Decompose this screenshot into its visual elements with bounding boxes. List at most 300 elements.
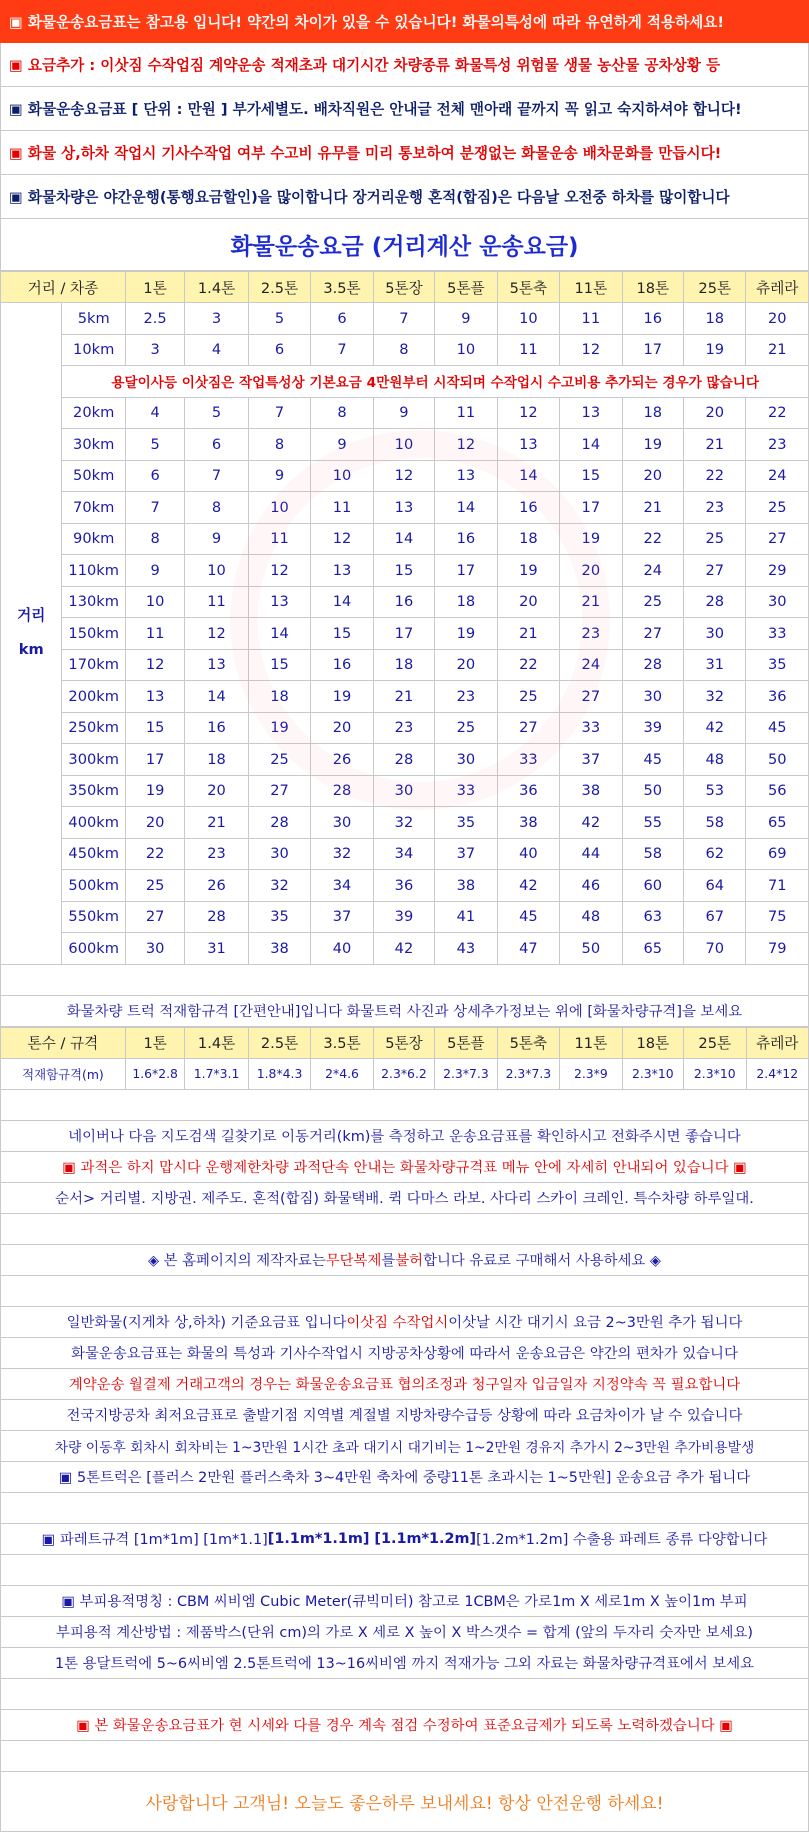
rate-cell: 67 — [684, 901, 746, 933]
rate-cell: 19 — [311, 681, 373, 713]
rate-cell: 14 — [560, 429, 622, 461]
rate-cell: 30 — [684, 618, 746, 650]
vehicle-header: 25톤 — [684, 272, 746, 303]
rate-cell: 21 — [185, 807, 248, 839]
copyright-text: 를 — [381, 1253, 396, 1269]
copyright-highlight: 불허 — [395, 1253, 424, 1269]
spec-intro — [0, 996, 809, 1027]
rate-cell: 17 — [373, 618, 434, 650]
rate-cell: 13 — [125, 681, 184, 713]
footer-greeting — [0, 1772, 809, 1832]
rate-cell: 18 — [185, 744, 248, 776]
rate-cell: 30 — [248, 838, 310, 870]
rate-cell: 28 — [684, 586, 746, 618]
vehicle-header: 2.5톤 — [248, 272, 310, 303]
rate-cell: 53 — [684, 775, 746, 807]
rate-cell: 27 — [560, 681, 622, 713]
vehicle-header: 츄레라 — [746, 1027, 809, 1058]
rate-cell: 7 — [373, 303, 434, 335]
rate-cell: 79 — [746, 933, 809, 965]
distance-cell: 170km — [62, 649, 125, 681]
rate-cell: 15 — [125, 712, 184, 744]
rate-cell: 45 — [746, 712, 809, 744]
spec-cell: 2.3*10 — [684, 1058, 746, 1089]
notice-text: ▣ 화물차량은 야간운행(통행요금할인)을 많이합니다 장거리운행 혼적(합짐)은 다음날 오전중 하차를 많이합니다 — [9, 189, 730, 206]
rate-cell: 13 — [311, 555, 373, 587]
rate-cell: 40 — [311, 933, 373, 965]
rate-cell: 12 — [435, 429, 497, 461]
rate-cell: 23 — [185, 838, 248, 870]
spacer — [0, 1555, 809, 1586]
rate-cell: 32 — [373, 807, 434, 839]
rate-cell: 21 — [684, 429, 746, 461]
rate-cell: 17 — [125, 744, 184, 776]
rate-cell: 35 — [248, 901, 310, 933]
rate-cell: 11 — [435, 397, 497, 429]
rate-cell: 10 — [373, 429, 434, 461]
rate-cell: 33 — [560, 712, 622, 744]
rate-cell: 27 — [125, 901, 184, 933]
cbm-definition — [0, 1586, 809, 1617]
rate-cell: 35 — [746, 649, 809, 681]
rate-cell: 11 — [185, 586, 248, 618]
rate-cell: 27 — [622, 618, 683, 650]
rate-cell: 15 — [311, 618, 373, 650]
rate-cell: 62 — [684, 838, 746, 870]
distance-cell: 300km — [62, 744, 125, 776]
spec-row — [1, 1058, 809, 1089]
copyright-text: 합니다 유료로 구매해서 사용하세요 ◈ — [423, 1253, 661, 1269]
rate-cell: 50 — [746, 744, 809, 776]
pallet-highlight: [1.1m*1.1m] [1.1m*1.2m] — [267, 1530, 477, 1547]
rate-row — [1, 933, 809, 965]
rate-cell: 12 — [125, 649, 184, 681]
vehicle-header: 25톤 — [684, 1027, 746, 1058]
distance-side-label — [1, 303, 62, 965]
rate-cell: 20 — [622, 460, 683, 492]
rate-cell: 30 — [622, 681, 683, 713]
spacer — [0, 965, 809, 996]
vehicle-header: 1톤 — [125, 272, 184, 303]
rate-cell: 25 — [497, 681, 559, 713]
rate-cell: 20 — [497, 586, 559, 618]
rate-cell: 13 — [497, 429, 559, 461]
spacer — [0, 1679, 809, 1710]
rate-cell: 7 — [311, 334, 373, 366]
rate-cell: 14 — [248, 618, 310, 650]
rate-cell: 26 — [311, 744, 373, 776]
rate-cell: 71 — [746, 870, 809, 902]
rate-cell: 75 — [746, 901, 809, 933]
regional-note — [0, 1400, 809, 1431]
rate-cell: 20 — [746, 303, 809, 335]
rate-cell: 25 — [684, 523, 746, 555]
rate-cell: 2.5 — [125, 303, 184, 335]
rate-cell: 42 — [560, 807, 622, 839]
rate-cell: 37 — [311, 901, 373, 933]
rate-cell: 21 — [560, 586, 622, 618]
vehicle-header: 츄레라 — [746, 272, 809, 303]
rate-cell: 43 — [435, 933, 497, 965]
rate-cell: 33 — [435, 775, 497, 807]
rate-cell: 42 — [684, 712, 746, 744]
rate-row — [1, 460, 809, 492]
rate-cell: 18 — [622, 397, 683, 429]
rate-row — [1, 649, 809, 681]
distance-cell: 20km — [62, 397, 125, 429]
rate-cell: 39 — [373, 901, 434, 933]
rate-cell: 27 — [684, 555, 746, 587]
vehicle-header: 5톤플 — [435, 1027, 497, 1058]
rate-row — [1, 618, 809, 650]
rate-cell: 21 — [497, 618, 559, 650]
rate-cell: 58 — [622, 838, 683, 870]
rate-cell: 19 — [560, 523, 622, 555]
side-label-unit: km — [18, 641, 44, 659]
service-order — [0, 1183, 809, 1214]
rate-cell: 17 — [560, 492, 622, 524]
pallet-text: ▣ 파레트규격 [1m*1m] [1m*1.1] — [41, 1532, 268, 1548]
rate-cell: 25 — [746, 492, 809, 524]
cbm-calc — [0, 1617, 809, 1648]
notice-text: ▣ 화물 상,하차 작업시 기사수작업 여부 수고비 유무를 미리 통보하여 분쟁없는 화물운송 배차문화를 만듭시다! — [9, 145, 722, 162]
spec-cell: 2.3*10 — [622, 1058, 683, 1089]
distance-cell: 130km — [62, 586, 125, 618]
distance-cell: 250km — [62, 712, 125, 744]
notice-text: ▣ 화물운송요금표 [ 단위 : 만원 ] 부가세별도. 배차직원은 안내글 전체 맨아래 끝까지 꼭 읽고 숙지하셔야 합니다! — [9, 101, 742, 118]
rate-cell: 15 — [373, 555, 434, 587]
rate-cell: 6 — [185, 429, 248, 461]
rate-row — [1, 492, 809, 524]
vehicle-header: 3.5톤 — [311, 1027, 373, 1058]
rate-cell: 22 — [746, 397, 809, 429]
rate-cell: 27 — [248, 775, 310, 807]
rate-cell: 3 — [125, 334, 184, 366]
rate-cell: 8 — [311, 397, 373, 429]
tip-text: ▣ 과적은 하지 맙시다 운행제한차량 과적단속 안내는 화물차량규격표 메뉴 안에 자세히 안내되어 있습니다 ▣ — [62, 1160, 747, 1176]
rate-cell: 35 — [435, 807, 497, 839]
rate-cell: 25 — [435, 712, 497, 744]
note-text: ▣ 5톤트럭은 [플러스 2만원 플러스축차 3~4만원 축차에 중량11톤 초과시는 1~5만원] 운송요금 추가 됩니다 — [58, 1470, 751, 1486]
rate-cell: 27 — [746, 523, 809, 555]
rate-cell: 20 — [435, 649, 497, 681]
rate-cell: 28 — [622, 649, 683, 681]
rate-cell: 18 — [497, 523, 559, 555]
rate-cell: 48 — [684, 744, 746, 776]
rate-cell: 21 — [746, 334, 809, 366]
distance-cell: 200km — [62, 681, 125, 713]
rate-cell: 7 — [248, 397, 310, 429]
rate-cell: 20 — [560, 555, 622, 587]
rate-row — [1, 775, 809, 807]
vehicle-header: 5톤축 — [497, 272, 559, 303]
rate-cell: 31 — [684, 649, 746, 681]
rate-cell: 22 — [497, 649, 559, 681]
note-text: 차량 이동후 회차시 회차비는 1~3만원 1시간 초과 대기시 대기비는 1~2만원 경유지 추가시 2~3만원 추가비용발생 — [54, 1439, 755, 1456]
spec-header-row — [1, 1027, 809, 1058]
rate-cell: 23 — [435, 681, 497, 713]
rate-table — [0, 271, 809, 965]
spec-cell: 1.8*4.3 — [248, 1058, 310, 1089]
rate-cell: 15 — [560, 460, 622, 492]
rate-cell: 38 — [248, 933, 310, 965]
spec-cell: 2.3*7.3 — [435, 1058, 497, 1089]
spec-intro-text: 화물차량 트럭 적재함규격 [간편안내]입니다 화물트럭 사진과 상세추가정보는 위에 [화물차량규격]을 보세요 — [66, 1004, 743, 1020]
distance-cell: 110km — [62, 555, 125, 587]
vehicle-header: 5톤장 — [373, 272, 434, 303]
rate-cell: 11 — [248, 523, 310, 555]
rate-cell: 6 — [248, 334, 310, 366]
rate-cell: 18 — [684, 303, 746, 335]
rate-cell: 17 — [435, 555, 497, 587]
vehicle-header: 5톤플 — [435, 272, 497, 303]
rate-cell: 30 — [746, 586, 809, 618]
rate-row — [1, 870, 809, 902]
rate-cell: 8 — [373, 334, 434, 366]
rate-table-title — [0, 219, 809, 271]
spacer — [0, 1090, 809, 1121]
rate-cell: 8 — [185, 492, 248, 524]
rate-cell: 50 — [622, 775, 683, 807]
standard-text: ▣ 본 화물운송요금표가 현 시세와 다를 경우 계속 점검 수정하여 표준요금제가 되도록 노력하겠습니다 ▣ — [76, 1718, 733, 1734]
notice-night — [0, 175, 809, 219]
pallet-note — [0, 1524, 809, 1555]
rate-cell: 19 — [435, 618, 497, 650]
rate-cell: 12 — [560, 334, 622, 366]
rate-cell: 14 — [497, 460, 559, 492]
rate-cell: 25 — [125, 870, 184, 902]
spec-cell: 2.3*6.2 — [373, 1058, 434, 1089]
cbm-capacity — [0, 1648, 809, 1679]
rate-cell: 34 — [373, 838, 434, 870]
deviation-note — [0, 1338, 809, 1369]
contract-note — [0, 1369, 809, 1400]
rate-cell: 70 — [684, 933, 746, 965]
rate-cell: 12 — [311, 523, 373, 555]
rate-cell: 19 — [125, 775, 184, 807]
rate-cell: 65 — [746, 807, 809, 839]
rate-cell: 34 — [311, 870, 373, 902]
rate-cell: 3 — [185, 303, 248, 335]
rate-cell: 13 — [560, 397, 622, 429]
rate-cell: 23 — [684, 492, 746, 524]
distance-cell: 50km — [62, 460, 125, 492]
rate-cell: 27 — [497, 712, 559, 744]
rate-cell: 12 — [373, 460, 434, 492]
distance-cell: 5km — [62, 303, 125, 335]
title-text: 화물운송요금 (거리계산 운송요금) — [230, 234, 579, 260]
distance-cell: 30km — [62, 429, 125, 461]
rate-cell: 26 — [185, 870, 248, 902]
rate-row — [1, 807, 809, 839]
rate-cell: 5 — [125, 429, 184, 461]
rate-cell: 69 — [746, 838, 809, 870]
distance-cell: 10km — [62, 334, 125, 366]
rate-cell: 44 — [560, 838, 622, 870]
rate-cell: 56 — [746, 775, 809, 807]
rate-row — [1, 397, 809, 429]
rate-cell: 24 — [560, 649, 622, 681]
rate-cell: 20 — [185, 775, 248, 807]
rate-cell: 55 — [622, 807, 683, 839]
rate-cell: 45 — [622, 744, 683, 776]
rate-cell: 28 — [248, 807, 310, 839]
rate-cell: 18 — [435, 586, 497, 618]
rate-cell: 13 — [248, 586, 310, 618]
rate-cell: 23 — [560, 618, 622, 650]
distance-cell: 400km — [62, 807, 125, 839]
rate-cell: 23 — [746, 429, 809, 461]
rate-cell: 8 — [125, 523, 184, 555]
rate-cell: 30 — [435, 744, 497, 776]
spec-table — [0, 1027, 809, 1090]
rate-cell: 60 — [622, 870, 683, 902]
vehicle-header: 5톤장 — [373, 1027, 434, 1058]
spec-cell: 2*4.6 — [311, 1058, 373, 1089]
rate-cell: 11 — [560, 303, 622, 335]
rate-cell: 10 — [185, 555, 248, 587]
rate-cell: 9 — [248, 460, 310, 492]
rate-cell: 4 — [125, 397, 184, 429]
rate-cell: 32 — [311, 838, 373, 870]
rate-cell: 42 — [373, 933, 434, 965]
rate-cell: 5 — [248, 303, 310, 335]
spec-cell: 1.6*2.8 — [125, 1058, 184, 1089]
spacer — [0, 1214, 809, 1245]
rate-cell: 10 — [311, 460, 373, 492]
rate-cell: 19 — [248, 712, 310, 744]
rate-cell: 16 — [185, 712, 248, 744]
rate-cell: 36 — [746, 681, 809, 713]
cbm-text: ▣ 부피용적명칭 : CBM 씨비엠 Cubic Meter(큐빅미터) 참고로 1CBM은 가로1m X 세로1m X 높이1m 부피 — [61, 1594, 748, 1610]
rate-cell: 48 — [560, 901, 622, 933]
standard-notice — [0, 1710, 809, 1741]
rate-cell: 30 — [373, 775, 434, 807]
rate-cell: 12 — [248, 555, 310, 587]
tip-text: 순서> 거리별. 지방권. 제주도. 혼적(합짐) 화물택배. 퀵 다마스 라보. 사다리 스카이 크레인. 특수차량 하루일대. — [55, 1191, 754, 1207]
rate-cell: 24 — [622, 555, 683, 587]
return-fee-note — [0, 1431, 809, 1462]
rate-cell: 24 — [746, 460, 809, 492]
rate-cell: 30 — [125, 933, 184, 965]
rate-cell: 29 — [746, 555, 809, 587]
rate-row — [1, 838, 809, 870]
rate-cell: 20 — [311, 712, 373, 744]
rate-cell: 19 — [684, 334, 746, 366]
distance-cell: 350km — [62, 775, 125, 807]
spacer — [0, 1493, 809, 1524]
rate-cell: 17 — [622, 334, 683, 366]
rate-cell: 16 — [311, 649, 373, 681]
notice-text: ▣ 화물운송요금표는 참고용 입니다! 약간의 차이가 있을 수 있습니다! 화물의특성에 따라 유연하게 적용하세요! — [9, 13, 725, 31]
rate-cell: 13 — [435, 460, 497, 492]
rate-cell: 11 — [497, 334, 559, 366]
rate-cell: 23 — [373, 712, 434, 744]
side-label-text: 거리 — [17, 607, 46, 625]
rate-cell: 41 — [435, 901, 497, 933]
rate-cell: 8 — [248, 429, 310, 461]
rate-row — [1, 586, 809, 618]
general-cargo-note — [0, 1307, 809, 1338]
rate-cell: 46 — [560, 870, 622, 902]
rate-cell: 36 — [373, 870, 434, 902]
rate-row — [1, 523, 809, 555]
notice-surcharge — [0, 43, 809, 87]
rate-cell: 10 — [497, 303, 559, 335]
spec-cell: 2.3*7.3 — [497, 1058, 559, 1089]
rate-mid-notice-row — [1, 366, 809, 398]
rate-cell: 9 — [373, 397, 434, 429]
rate-cell: 25 — [248, 744, 310, 776]
rate-cell: 40 — [497, 838, 559, 870]
rate-cell: 9 — [311, 429, 373, 461]
rate-cell: 10 — [248, 492, 310, 524]
rate-cell: 39 — [622, 712, 683, 744]
rate-cell: 14 — [311, 586, 373, 618]
spec-row-label: 적재함규격(m) — [1, 1058, 126, 1089]
rate-cell: 38 — [560, 775, 622, 807]
rate-cell: 20 — [684, 397, 746, 429]
rate-cell: 22 — [125, 838, 184, 870]
rate-row — [1, 744, 809, 776]
spec-cell: 2.3*9 — [560, 1058, 622, 1089]
rate-cell: 6 — [125, 460, 184, 492]
rate-cell: 33 — [497, 744, 559, 776]
note-text: 계약운송 월결제 거래고객의 경우는 화물운송요금표 협의조정과 청구일자 입금일자 지정약속 꼭 필요합니다 — [68, 1377, 741, 1393]
rate-cell: 15 — [248, 649, 310, 681]
rate-cell: 65 — [622, 933, 683, 965]
rate-cell: 14 — [435, 492, 497, 524]
notice-text: ▣ 요금추가 : 이삿짐 수작업짐 계약운송 적재초과 대기시간 차량종류 화물특성 위험물 생물 농산물 공차상황 등 — [9, 57, 721, 74]
rate-cell: 22 — [622, 523, 683, 555]
vehicle-header: 11톤 — [560, 272, 622, 303]
distance-cell: 450km — [62, 838, 125, 870]
rate-cell: 10 — [435, 334, 497, 366]
rate-cell: 4 — [185, 334, 248, 366]
distance-cell: 500km — [62, 870, 125, 902]
copyright-text: ◈ 본 홈페이지의 제작자료는 — [148, 1253, 326, 1269]
rate-cell: 58 — [684, 807, 746, 839]
rate-cell: 12 — [497, 397, 559, 429]
rate-row — [1, 334, 809, 366]
pallet-text: [1.2m*1.2m] 수출용 파레트 종류 다양합니다 — [476, 1532, 768, 1548]
spec-cell: 2.4*12 — [746, 1058, 809, 1089]
rate-cell: 47 — [497, 933, 559, 965]
vehicle-header: 3.5톤 — [311, 272, 373, 303]
notice-reference — [0, 0, 809, 43]
notice-loading — [0, 131, 809, 175]
rate-cell: 20 — [125, 807, 184, 839]
spec-corner: 톤수 / 규격 — [1, 1027, 126, 1058]
rate-cell: 28 — [373, 744, 434, 776]
rate-corner: 거리 / 차종 — [1, 272, 126, 303]
rate-cell: 7 — [185, 460, 248, 492]
cbm-text: 부피용적 계산방법 : 제품박스(단위 cm)의 가로 X 세로 X 높이 X 박스갯수 = 합계 (앞의 두자리 숫자만 보세요) — [56, 1625, 753, 1641]
rate-cell: 28 — [185, 901, 248, 933]
rate-cell: 21 — [622, 492, 683, 524]
tip-text: 네이버나 다음 지도검색 길찾기로 이동거리(km)를 측정하고 운송요금표를 확인하시고 전화주시면 좋습니다 — [68, 1129, 741, 1145]
rate-cell: 21 — [373, 681, 434, 713]
rate-cell: 32 — [684, 681, 746, 713]
rate-cell: 25 — [622, 586, 683, 618]
rate-cell: 9 — [185, 523, 248, 555]
distance-cell: 550km — [62, 901, 125, 933]
rate-cell: 12 — [185, 618, 248, 650]
rate-cell: 18 — [248, 681, 310, 713]
rate-cell: 9 — [125, 555, 184, 587]
rate-cell: 16 — [497, 492, 559, 524]
rate-cell: 13 — [373, 492, 434, 524]
